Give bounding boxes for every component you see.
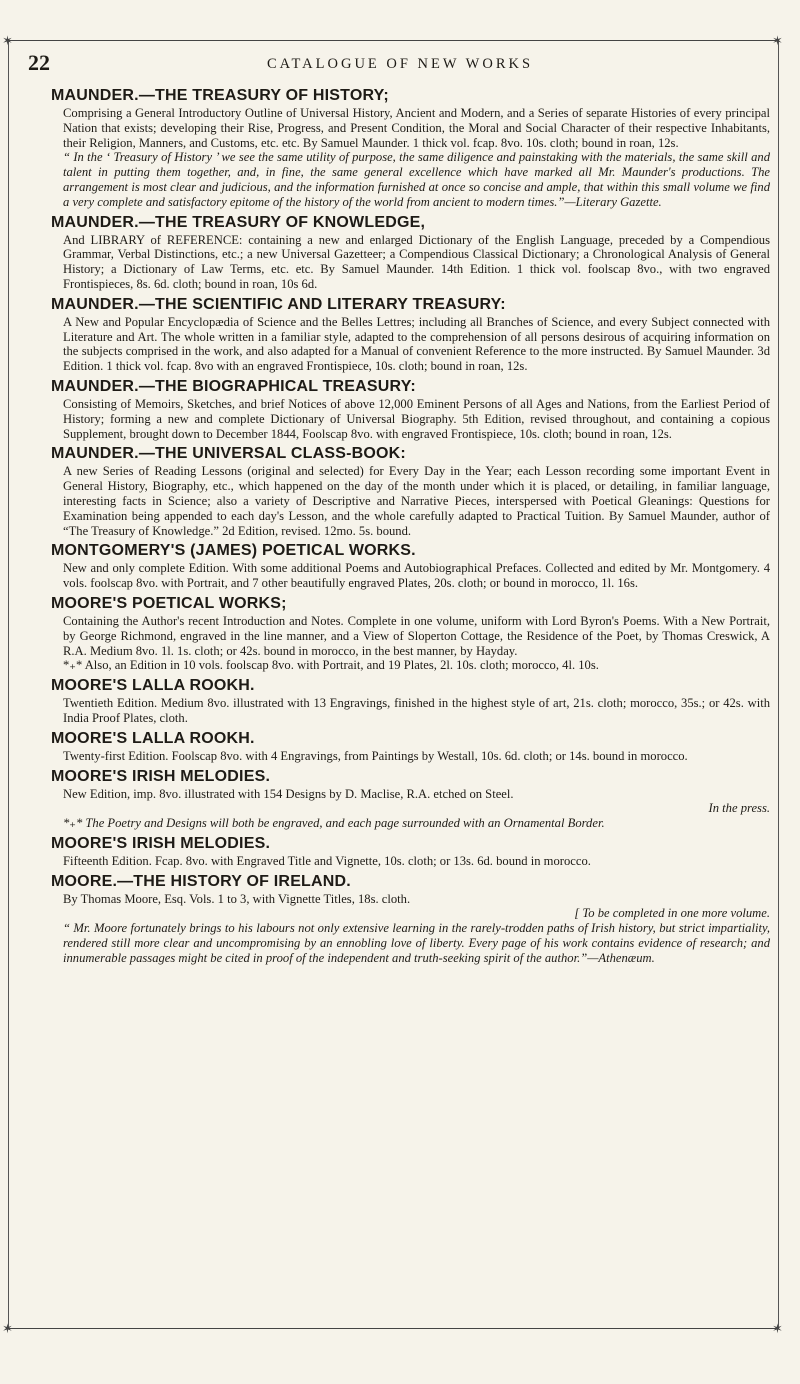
entry-title: MOORE'S LALLA ROOKH. [51, 729, 255, 747]
corner-ornament-icon: ✶ [2, 33, 13, 48]
entry-text [51, 614, 770, 673]
entry-review: “ Mr. Moore fortunately brings to his labours not only extensive learning in the rarely-trodden paths of Irish history, but strict impartiality, rendered still more clear and uncompromising by an ennobling love of liberty. Every page of his work contains evidence of research; and innumerable passages might be cited in proof of the independent and truth-seeking spirit of the author.”—Athenæum. [63, 921, 770, 965]
catalogue-entry [51, 767, 770, 831]
entry-text [51, 561, 770, 591]
entry-body: Containing the Author's recent Introduction and Notes. Complete in one volume, uniform with Lord Byron's Poems. With a New Portrait, by George Richmond, engraved in the line manner, and a View of Sloperton Cottage, the Residence of the Poet, by Thomas Creswick, A R.A. Medium 8vo. 1l. 1s. cloth; or 42s. bound in morocco, in the best manner, by Hayday. [63, 613, 770, 658]
entry-title: MONTGOMERY'S (JAMES) POETICAL WORKS. [51, 542, 416, 560]
entry-text [51, 464, 770, 538]
right-border [778, 40, 779, 1329]
entry-text [51, 749, 770, 764]
entry-body: Fifteenth Edition. Fcap. 8vo. with Engraved Title and Vignette, 10s. cloth; or 13s. 6d. bound in morocco. [63, 853, 591, 868]
catalogue-entry [51, 834, 770, 869]
entry-body: Consisting of Memoirs, Sketches, and brief Notices of above 12,000 Eminent Persons of all Ages and Nations, from the Earliest Period of History; forming a new and complete Dictionary of Universal Biography. 5th Edition, revised throughout, and containing a copious Supplement, brought down to December 1844, Foolscap 8vo. with engraved Frontispiece, 10s. cloth; bound in roan, 12s. [63, 396, 770, 441]
catalogue-entry [51, 541, 770, 591]
entry-body: By Thomas Moore, Esq. Vols. 1 to 3, with Vignette Titles, 18s. cloth. [63, 891, 411, 906]
entry-text [51, 892, 770, 966]
corner-ornament-icon: ✶ [772, 1321, 783, 1336]
entry-text [51, 854, 770, 869]
top-rule [8, 40, 778, 41]
catalogue-entry [51, 729, 770, 764]
entry-text [51, 106, 770, 210]
bottom-rule [8, 1328, 778, 1329]
catalogue-entry [51, 676, 770, 726]
entry-body: And LIBRARY of REFERENCE: containing a new and enlarged Dictionary of the English Language, preceded by a Compendious Grammar, Verbal Distinctions, etc.; a new Universal Gazetteer; a Compendious Classical Dictionary; a Chronological Analysis of General History; a Dictionary of Law Terms, etc. etc. By Samuel Maunder. 14th Edition. 1 thick vol. foolscap 8vo., with two engraved Frontispieces, 8s. 6d. cloth; bound in roan, 10s 6d. [63, 232, 770, 291]
catalogue-entry [51, 872, 770, 966]
entry-review: “ In the ‘ Treasury of History ’ we see the same utility of purpose, the same diligence and painstaking with the materials, the same skill and talent in putting them together, and, in fine, the same general excellence which have marked all Mr. Maunder's productions. The arrangement is most clear and judicious, and the information furnished at once so concise and ample, that within this small volume we find a very complete and satisfactory epitome of the history of the world from ancient to modern times.”—Literary Gazette. [63, 150, 770, 209]
running-head: CATALOGUE OF NEW WORKS [266, 56, 534, 72]
entry-text [51, 787, 770, 831]
catalogue-entry [51, 594, 770, 673]
entry-review: *₊* The Poetry and Designs will both be engraved, and each page surrounded with an Ornamental Border. [63, 816, 605, 831]
catalogue-entry [51, 86, 770, 210]
catalogue-entry [51, 444, 770, 538]
entry-title: MAUNDER.—THE UNIVERSAL CLASS-BOOK: [51, 445, 406, 463]
entry-body: New Edition, imp. 8vo. illustrated with 154 Designs by D. Maclise, R.A. etched on Steel. [63, 786, 514, 801]
entry-title: MAUNDER.—THE TREASURY OF HISTORY; [51, 87, 389, 104]
catalogue-entry [51, 295, 770, 374]
entry-body: New and only complete Edition. With some additional Poems and Autobiographical Prefaces. Collected and edited by Mr. Montgomery. 4 vols. foolscap 8vo. with Portrait, and 7 other beautifully engraved Plates, 20s. cloth; or bound in morocco, 1l. 16s. [63, 561, 770, 591]
entry-title: MOORE'S IRISH MELODIES. [51, 767, 271, 785]
entry-extra: *₊* Also, an Edition in 10 vols. foolscap 8vo. with Portrait, and 19 Plates, 2l. 10s. cloth; morocco, 4l. 10s. [63, 658, 599, 673]
entry-body: Twentieth Edition. Medium 8vo. illustrated with 13 Engravings, finished in the highest style of art, 21s. cloth; morocco, 35s.; or 42s. with India Proof Plates, cloth. [63, 696, 770, 725]
entry-title: MOORE'S LALLA ROOKH. [51, 677, 255, 695]
entry-title: MOORE.—THE HISTORY OF IRELAND. [51, 872, 351, 890]
catalogue-entry [51, 213, 770, 292]
entry-body: Twenty-first Edition. Foolscap 8vo. with 4 Engravings, from Paintings by Westall, 10s. 6d. cloth; or 14s. bound in morocco. [63, 748, 688, 763]
entry-title: MAUNDER.—THE TREASURY OF KNOWLEDGE, [51, 213, 426, 231]
corner-ornament-icon: ✶ [772, 33, 783, 48]
entry-text [51, 315, 770, 374]
entry-title: MAUNDER.—THE BIOGRAPHICAL TREASURY: [51, 377, 416, 395]
corner-ornament-icon: ✶ [2, 1321, 13, 1336]
entry-text [51, 397, 770, 441]
page-number: 22 [28, 50, 50, 75]
entry-note: [ To be completed in one more volume. [574, 906, 770, 921]
entry-body: Comprising a General Introductory Outline of Universal History, Ancient and Modern, and a Series of separate Histories of every principal Nation that exists; developing their Rise, Progress, and Present Condition, the Moral and Social Character of their respective Inhabitants, their Religion, Manners, and Customs, etc. etc. By Samuel Maunder. 1 thick vol. fcap. 8vo. 10s. cloth; bound in roan, 12s. [63, 106, 770, 150]
entry-body: A new Series of Reading Lessons (original and selected) for Every Day in the Year; each Lesson recording some important Event in General History, Biography, etc., which happened on the day of the month under which it is placed, or detailing, in familiar language, interesting facts in Science; also a variety of Descriptive and Narrative Pieces, interspersed with Poetical Gleanings: Questions for Examination being appended to each day's Lesson, and the whole carefully adapted to Practical Tuition. By Samuel Maunder, author of “The Treasury of Knowledge.” 2d Edition, revised. 12mo. 5s. bound. [63, 464, 770, 538]
entry-note: In the press. [708, 801, 770, 816]
entry-title: MOORE'S IRISH MELODIES. [51, 834, 271, 852]
entry-title: MAUNDER.—THE SCIENTIFIC AND LITERARY TREASURY: [51, 295, 506, 313]
entry-body: A New and Popular Encyclopædia of Science and the Belles Lettres; including all Branches of Science, and every Subject connected with Literature and Art. The whole written in a familiar style, adapted to the comprehension of all persons desirous of acquiring information on the subjects comprised in the work, and also adapted for a Manual of convenient Reference to the more instructed. By Samuel Maunder. 3d Edition. 1 thick vol. fcap. 8vo with an engraved Frontispiece, 10s. cloth; bound in roan, 12s. [63, 314, 770, 374]
catalogue-entries [51, 86, 770, 969]
entry-text [51, 233, 770, 292]
entry-title: MOORE'S POETICAL WORKS; [51, 594, 287, 612]
entry-text [51, 696, 770, 726]
left-border [8, 40, 9, 1329]
catalogue-entry [51, 377, 770, 441]
